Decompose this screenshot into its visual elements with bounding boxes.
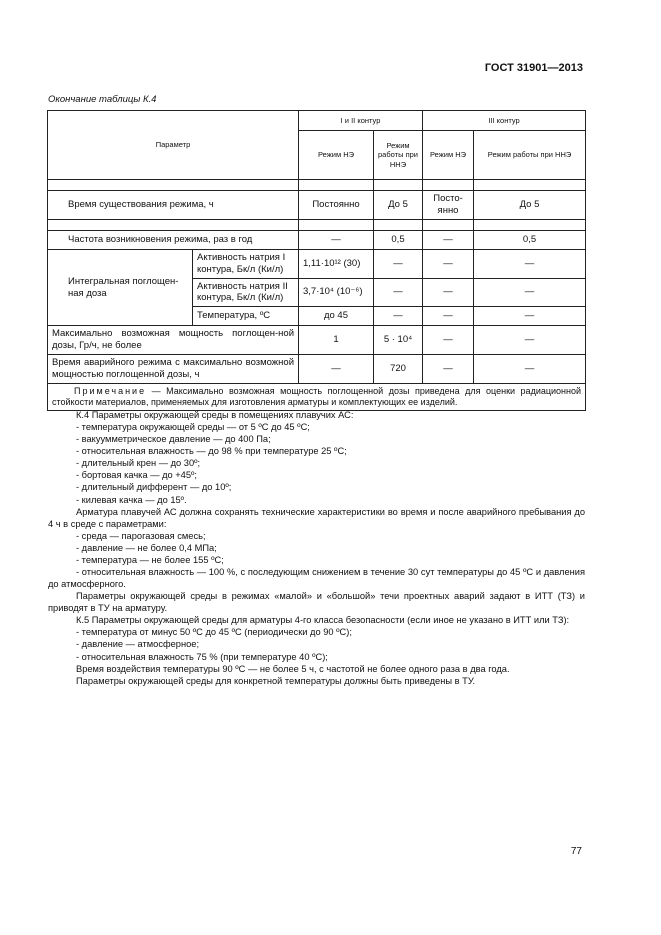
table-caption: Окончание таблицы К.4: [48, 94, 157, 105]
row-label: Частота возникновения режима, раз в год: [48, 230, 299, 249]
list-item: - температура от минус 50 ºС до 45 ºС (периодически до 90 ºС);: [76, 627, 352, 638]
list-item: - относительная влажность 75 % (при температуре 40 ºС);: [76, 651, 328, 662]
list-item: - давление — атмосферное;: [76, 639, 200, 650]
k5-final-text: Параметры окружающей среды для конкретной температуры должны быть приведены в ТУ.: [76, 675, 476, 686]
header-ne-2: Режим НЭ: [423, 131, 474, 180]
row-label: Время аварийного режима с максимально возможной мощностью поглощенной дозы, ч: [48, 355, 299, 384]
list-item: - температура — не более 155 ºС;: [76, 554, 224, 565]
table-gap-row: [48, 219, 586, 230]
standard-header: ГОСТ 31901—2013: [484, 62, 583, 74]
table-row-max-power: Максимально возможная мощность поглощен-ной дозы, Гр/ч, не более 1 5 · 10⁴ — —: [48, 326, 586, 355]
table-row-integral-sodium-2: Активность натрия II контура, Бк/л (Ки/л) 3,7·10⁴ (10⁻⁶) — — —: [48, 278, 586, 307]
note-text: — Максимально возможная мощность поглощенной дозы приведена для оценки радиационной стойкости материалов, применяемых для изготовления арматуры и комплектующих ее изделий.: [52, 385, 582, 407]
list-item: - давление — не более 0,4 МПа;: [76, 542, 217, 553]
header-group-1-2: I и II контур: [299, 111, 423, 131]
table-gap-row: [48, 180, 586, 191]
table-row-frequency: Частота возникновения режима, раз в год — 0,5 — 0,5: [48, 230, 586, 249]
table-note: [48, 383, 586, 411]
row-label: Время существования режима, ч: [48, 191, 299, 220]
header-nne-2: Режим работы при ННЭ: [474, 131, 586, 180]
k4-leak-text: Параметры окружающей среды в режимах «малой» и «большой» течи проектных аварий задают в ИТТ (ТЗ) и приводят в ТУ на арматуру.: [48, 591, 585, 614]
page-number: 77: [570, 846, 582, 857]
table-row-emergency: Время аварийного режима с максимально возможной мощностью поглощенной дозы, ч — 720 — —: [48, 355, 586, 384]
list-item: - относительная влажность — 100 %, с последующим снижением в течение 30 сут температуры до 45 ºС и давления до атмосферного.: [48, 567, 585, 590]
k4-emergency-intro: Арматура плавучей АС должна сохранять технические характеристики во время и после аварийного пребывания до 4 ч в среде с параметрами:: [48, 506, 585, 529]
header-ne-1: Режим НЭ: [299, 131, 374, 180]
list-item: - вакуумметрическое давление — до 400 Па;: [76, 434, 271, 445]
header-group-3: III контур: [423, 111, 586, 131]
list-item: - относительная влажность — до 98 % при температуре 25 ºС;: [76, 446, 347, 457]
parameters-table: [47, 110, 586, 411]
row-label: Максимально возможная мощность поглощен-ной дозы, Гр/ч, не более: [48, 326, 299, 355]
header-nne-1: Режим работы при ННЭ: [374, 131, 423, 180]
row-label-integral: Интегральная поглощен-ная доза: [48, 249, 193, 326]
list-item: - длительный крен — до 30º;: [76, 458, 201, 469]
header-parameter: Параметр: [48, 111, 299, 180]
list-item: - среда — парогазовая смесь;: [76, 530, 206, 541]
list-item: - бортовая качка — до +45º;: [76, 470, 198, 481]
k5-exposure-text: Время воздействия температуры 90 ºС — не более 5 ч, с частотой не более одного раза в два года.: [76, 663, 510, 674]
list-item: - температура окружающей среды — от 5 ºС до 45 ºС;: [76, 422, 310, 433]
row-sublabel: Активность натрия II контура, Бк/л (Ки/л): [193, 278, 299, 307]
k4-intro: К.4 Параметры окружающей среды в помещениях плавучих АС:: [76, 410, 354, 420]
list-item: - килевая качка — до 15º.: [76, 494, 187, 505]
list-item: - длительный дифферент — до 10º;: [76, 482, 232, 493]
row-sublabel: Активность натрия I контура, Бк/л (Ки/л): [193, 249, 299, 278]
table-header-row: [48, 111, 586, 131]
k5-intro: К.5 Параметры окружающей среды для арматуры 4-го класса безопасности (если иное не указано в ИТТ или ТЗ):: [76, 615, 570, 626]
table-row-duration: Время существования режима, ч Постоянно До 5 Посто-янно До 5: [48, 191, 586, 220]
table-row-integral-sodium-1: Интегральная поглощен-ная доза Активность натрия I контура, Бк/л (Ки/л) 1,11·10¹² (30) — — —: [48, 249, 586, 278]
note-label: Примечание: [74, 385, 147, 396]
table-row-integral-temperature: Температура, ºС до 45 — — —: [48, 307, 586, 326]
body-text: [48, 409, 585, 687]
row-sublabel: Температура, ºС: [193, 307, 299, 326]
table-note-row: [48, 383, 586, 411]
